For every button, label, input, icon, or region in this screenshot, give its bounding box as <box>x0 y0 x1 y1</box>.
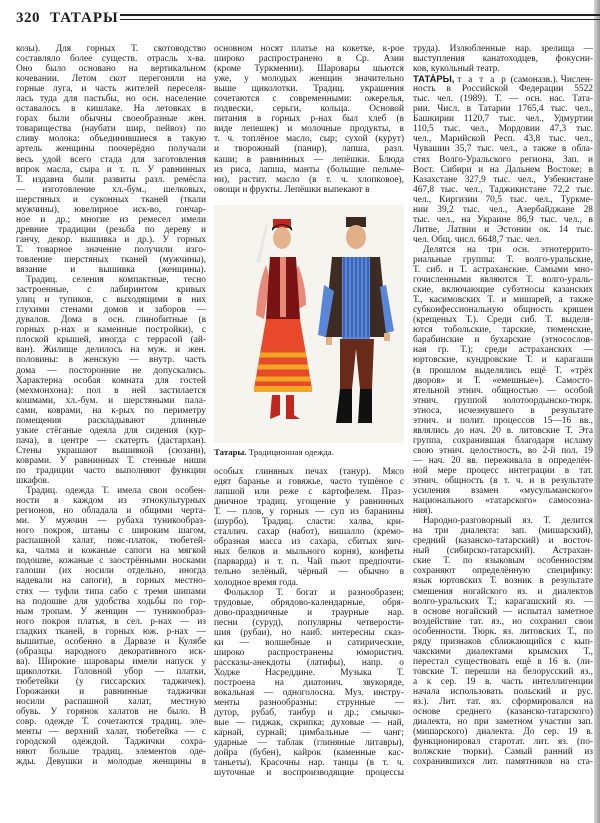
text-line: сталлич. сахар (набот), нишалло (кремо- <box>214 527 404 538</box>
text-line: широко распространено в Ср. Азии <box>214 54 404 65</box>
text-line: этнич. группой золотоордынско-тюрк. <box>413 395 593 406</box>
text-line: тюбетейки (у гиссарских таджичек). <box>16 676 206 687</box>
text-line: дово-праздничные и траурные нар. <box>214 607 404 618</box>
text-line: питания в горных р-нах был хлеб (в <box>214 114 404 125</box>
text-line: ван). Жилище делилось на муж. и жен. <box>16 345 206 356</box>
text-line: ка, чалма и кожаные сапоги на мягкой <box>16 546 206 557</box>
text-line: волжские тюрки). Самый ранний из <box>413 747 593 758</box>
text-line: (парварда) и т. п. Чай пьют предпочти- <box>214 557 404 568</box>
text-line: (кроме Туркмении). Шаровары шьются <box>214 64 404 75</box>
text-line: стях — туфли типа сабо с тремя шипами <box>16 586 206 597</box>
text-line: оставалось в кишлаке. На летовках в <box>16 104 206 115</box>
text-line: ков, кукольный театр. <box>413 64 500 75</box>
text-line: Народно-разговорный яз. Т. делится <box>423 516 593 527</box>
text-line: козы). Для горных Т. скотоводство <box>16 44 206 54</box>
column-middle-top <box>214 44 404 195</box>
text-line: т. ч. топлёное масло, сыр; сухой (курут) <box>214 134 404 145</box>
text-line: из риса, лапша, манты (большие пельме- <box>214 164 404 175</box>
text-line: тельно зелёный, чёрный — обычно в <box>214 567 404 578</box>
text-line: юртовские, кундровские Т. и карагаши <box>413 355 593 366</box>
column-left <box>16 44 206 767</box>
text-line: Делятся на три осн. этнотеррито- <box>423 244 593 255</box>
text-line: подошве, кожаные с заострёнными носками <box>16 556 206 567</box>
text-line: средний (казанско-татарский) и восточ- <box>413 536 593 547</box>
text-line: по традиции часто выполняют функции <box>16 465 206 476</box>
text-line: рассказы-анекдоты (латифы), напр. о <box>214 657 404 668</box>
text-line: ются тобольские, тарские, тюменские, <box>413 325 593 336</box>
text-line: вышитые, особенно в Дарвазе и Кулябе <box>16 636 206 647</box>
text-line: язык юртовских Т. возник в результате <box>413 576 593 587</box>
text-line: этнич. общность (в т. ч. и в результате <box>413 476 593 487</box>
figure-caption <box>214 447 334 457</box>
text-line: усиления взамен «мусульманского» <box>413 486 593 497</box>
text-line: перестал существовать ещё в 16 в. (ли- <box>413 656 593 667</box>
text-line: менты разнообразны: струнные — <box>214 698 404 709</box>
text-line: улиц и тупиков, с выходящими в них <box>16 295 206 306</box>
text-line: 110,5 тыс. чел., Мордовии 47,3 тыс. <box>413 124 593 135</box>
text-line: Характерна особая комната для гостей <box>16 375 206 386</box>
text-line: половины: в женскую — внутр. часть <box>16 355 206 366</box>
text-line: няют больше традиц. элементов оде- <box>16 747 206 758</box>
text-line: холодное время года. <box>214 577 299 588</box>
text-line: Традиц. одежда Т. имела свои особен- <box>26 486 206 497</box>
text-line: пача), в центре — скатерть (дастархан). <box>16 435 206 446</box>
text-line: свою этнич. целостность, во 2-й пол. 19 <box>413 445 593 456</box>
text-line: вязание и вышивка (женщины). <box>16 265 206 276</box>
text-line: — нач. 20 вв. переживала в определён- <box>413 455 593 466</box>
page-number: 320 <box>16 10 40 26</box>
text-line: гочисленными являются Т. волго-ураль- <box>413 275 593 286</box>
text-line: ки — волшебные и сатирические, <box>214 637 404 648</box>
text-line: товские Т. перешли на белорусский яз., <box>413 666 593 677</box>
text-line: на три диалекта: зап. (мишарский), <box>413 526 593 537</box>
text-line: носили распашной халат, местную <box>16 697 206 708</box>
text-line: Т. товарное значение получили изго- <box>16 244 206 255</box>
text-line: ная гр. Т.); среди астраханских — <box>413 345 593 356</box>
text-line: ной мере процесс интеграции в тат. <box>413 465 593 476</box>
text-line: виде лепешек) и молочные продукты, в <box>214 124 404 135</box>
text-line: гладких тканей, в горных юж. р-нах — <box>16 626 206 637</box>
text-line: в основе ногайский — испытал заметное <box>413 606 593 617</box>
text-line: ность в Российской Федерации 5522 <box>413 84 593 95</box>
text-line: ния). <box>413 506 433 517</box>
illustration-tatar-costume <box>214 205 404 443</box>
text-line: ряду признаков сближающийся с кып- <box>413 636 593 647</box>
text-line: Ходже Насреддине. Музыка Т. <box>214 667 404 678</box>
text-line: нии 39,2 тыс. чел., Азербайджане 28 <box>413 204 593 215</box>
text-line: дойра (бубен), кайрок (каменные кас- <box>214 748 404 759</box>
text-line: мужчины), ювелирное иск-во, гончар- <box>16 204 206 215</box>
text-line: узкие стёганые одеяла для сидения (кур- <box>16 425 206 436</box>
text-line: ми. У мужчин — рубаха туникообраз- <box>16 516 206 527</box>
text-line: шерстяных и суконных тканей (ткали <box>16 194 206 205</box>
text-line: весь удой всего стада для заготовления <box>16 154 206 165</box>
text-line: артель женщины поочерёдно получали <box>16 144 206 155</box>
text-line: Башкирии 1120,7 тыс. чел., Удмуртии <box>413 114 593 125</box>
text-line: Фольклор Т. богат и разнообразен; <box>224 587 404 598</box>
text-line: плоской крышей, иногда с террасой (ай- <box>16 335 206 346</box>
text-line: обувь. У горянок халатов не было. В <box>16 707 206 718</box>
text-line: ного покроя платья, в сел. р-нах — из <box>16 616 206 627</box>
entry-native-name: т а т а р <box>457 75 508 85</box>
text-line: выше щиколотки. Традиц. украшения <box>214 84 404 95</box>
text-line: ных белков и мыльного корня), конфеты <box>214 547 404 558</box>
text-line: помещения раскладывают длинные <box>16 415 206 426</box>
text-line: сохранившихся лит. памятников на ста- <box>413 757 593 768</box>
text-line: особенности. Тюрк. яз. литовских Т., по <box>413 626 593 637</box>
text-line: (в прошлом выделялись ещё Т. «трёх <box>413 365 593 376</box>
caption-text: Традиционная одежда. <box>246 447 334 457</box>
text-line: совр. одежде Т. сочетаются традиц. эле- <box>16 717 206 728</box>
text-line: глухими стенами домов и заборов — <box>16 305 206 316</box>
text-line: Вост. Сибири и на Дальнем Востоке; в <box>413 164 593 175</box>
text-line: этноса, исчезнувшего в результате <box>413 405 593 416</box>
text-line: горах были обычны своеобразные жен. <box>16 114 206 125</box>
text-line: ва). Широкие шаровары имели напуск у <box>16 656 206 667</box>
text-line: впрок масла, сыра и т. п. У равнинных <box>16 164 206 175</box>
text-line: составляло более существ. отрасль х-ва. <box>16 54 206 65</box>
text-line: шия (рубаи), но наиб. интересны сказ- <box>214 627 404 638</box>
text-line: кошмами, хл.-бум. и шерстяными пала- <box>16 395 206 406</box>
text-line: застроенные, с лабиринтом кривых <box>16 285 206 296</box>
text-line: кочевании. Летом скот перегоняли на <box>16 74 206 85</box>
text-line: барабинские и бухарские (этносослов- <box>413 335 593 346</box>
text-line: товарищества (наубати шир, пейвоз) по <box>16 124 206 135</box>
text-line: чакскими диалектами крымских Т., <box>413 646 593 657</box>
text-line: шкафов. <box>16 476 50 487</box>
text-line: лапшой или реже с картофелем. Праз- <box>214 487 404 498</box>
text-line: стях Волго-Уральского региона, Зап. и <box>413 154 593 165</box>
text-line: карнай, сурнай; цимбальные — чанг; <box>214 728 404 739</box>
text-line: жды. Девушки и молодые женщины в <box>16 757 206 768</box>
text-line: горные луга, и часть жителей переселя- <box>16 84 206 95</box>
text-line: менты — верхний халат, тюбетейка — с <box>16 727 206 738</box>
text-line: смешения ногайского яз. и диалектов <box>413 586 593 597</box>
text-line: Горожанки и равнинные таджички <box>16 687 206 697</box>
page-header <box>16 8 600 28</box>
text-line: чел., Марийской Респ. 43,8 тыс. чел., <box>413 134 593 145</box>
text-line: субконфессиональную общность кряшен <box>413 305 593 316</box>
header-rule <box>120 14 600 20</box>
text-line: основе среднего (казанско-татарского) <box>413 707 593 718</box>
text-line: Казахстане 327,9 тыс. чел., Узбекистане <box>413 174 593 185</box>
text-line: Т. сиб. и Т. астраханские. Самыми мно- <box>413 265 593 276</box>
text-line: особых глиняных печах (танур). Мясо <box>214 467 404 477</box>
text-line: ни), растит. масло (в т. ч. хлопковое), <box>214 174 404 185</box>
entry-first-line: (самоназв.). Числен- <box>507 75 593 85</box>
text-line: построена на диатонич. звукоряде, <box>214 677 404 688</box>
text-line: вые — гиджак, скрипка; духовые — най, <box>214 718 404 729</box>
text-line: на подошве для удобства ходьбы по гор- <box>16 596 206 607</box>
text-line: овощи и фрукты. Лепёшки выпекают в <box>214 184 370 195</box>
text-line: шуточные и воспроизводящие процессы <box>214 768 404 779</box>
text-line: чел., Киргизии 70,5 тыс. чел., Туркме- <box>413 194 593 205</box>
text-line: уже, у молодых женщин значительно <box>214 74 404 85</box>
text-line: ным тропам. У женщин — туникообраз- <box>16 606 206 617</box>
text-line: вокальная — одноголосна. Муз. инстру- <box>214 688 404 699</box>
text-line: Чувашии 35,7 тыс. чел., а также в обла- <box>413 144 593 155</box>
text-line: рии. Числ. в Татарии 1765,4 тыс. чел., <box>413 104 593 115</box>
entry-headword: ТАТА́РЫ, <box>413 74 455 85</box>
text-line: (мехмонхона): пол в ней застилается <box>16 385 206 396</box>
text-line: ские, включающие субэтносы казанских <box>413 285 593 296</box>
text-line: дничное традиц. угощение у равнинных <box>214 497 404 508</box>
text-line: древние традиции (резьба по дереву и <box>16 224 206 235</box>
text-line: горных р-нах и каменные постройки), с <box>16 325 206 336</box>
text-line: Традиц. селения компактные, тесно <box>26 275 206 286</box>
text-line: Т. издавна были развиты разл. ремёсла <box>16 174 206 185</box>
text-line: каши; в равнинных — лепёшки. Блюда <box>214 154 404 165</box>
text-line: галоши (их носили отдельно, иногда <box>16 566 206 577</box>
text-line: образная масса из сахара, сбитых яич- <box>214 537 404 548</box>
text-line: основном носят платье на кокетке, к-рое <box>214 44 404 54</box>
text-line: воздействие тат. яз., но сохранил свои <box>413 616 593 627</box>
text-line: Литве, Латвии и Эстонии ок. 14 тыс. <box>413 224 593 235</box>
text-line: — изготовление хл.-бум., шелковых, <box>16 184 206 195</box>
text-line: функционировал старотат. лит. яз. (по- <box>413 737 593 748</box>
text-line: яз.). Лит. тат. яз. сформировался на <box>413 697 593 708</box>
text-line <box>413 74 593 84</box>
text-line: Т. — плов, у горных — суп из баранины <box>214 507 404 518</box>
text-line: едят баранье и говяжье, часто тушёное с <box>214 477 404 488</box>
text-line: начала использовать польский и рус. <box>413 687 593 697</box>
text-line: сочетаются с современными: ожерелья, <box>214 94 404 105</box>
page-edge-shadow <box>594 0 600 823</box>
text-line: ности в каждом из этнокультурных <box>16 496 206 507</box>
text-line: сохраняют определённую специфику: <box>413 566 593 577</box>
text-line: сливу молока: объединившиеся в такую <box>16 134 206 145</box>
text-line: этнич. и полит. процессов 15—16 вв., <box>413 415 593 426</box>
text-line: щиколотки. Головной убор — платки, <box>16 666 206 677</box>
text-line: городской одеждой. Таджички сохра- <box>16 737 206 748</box>
text-line: ганчу, декор. вышивка и др.). У горных <box>16 234 206 245</box>
text-line: таньеты). Красочны нар. танцы (в т. ч. <box>214 758 404 769</box>
text-line: 467,8 тыс. чел., Таджикистане 72,2 тыс. <box>413 184 593 195</box>
text-line: тыс. чел. (1989). Т. — осн. нас. Тата- <box>413 94 593 105</box>
text-line: ного покроя, штаны с широким шагом, <box>16 526 206 537</box>
caption-label: Татары. <box>214 447 247 457</box>
text-line: песни (суруд), популярны четверости- <box>214 617 404 628</box>
text-line: национального «татарского» самосозна- <box>413 496 593 507</box>
running-title: ТАТАРЫ <box>50 10 119 26</box>
text-line: дувалов. Дома в осн. глинобитные (в <box>16 315 206 326</box>
text-line: трудовые, обрядово-календарные, обря- <box>214 597 404 608</box>
text-line: труда). Излюбленные нар. зрелища — <box>413 44 593 54</box>
text-line: дома — посторонние не допускались. <box>16 365 206 376</box>
text-line: сами, коврами, на к-рых по периметру <box>16 405 206 416</box>
text-line: ный (сибирско-татарский). Астрахан- <box>413 546 593 557</box>
text-line: дутор, рубаб, танбур и др.; смычко- <box>214 708 404 719</box>
text-line: дворов» и Т. «емешные»). Самосто- <box>413 375 593 386</box>
text-line: чел. Общ. числ. 6648,7 тыс. чел. <box>413 234 542 245</box>
text-line: коврами. У равнинных Т. стенные ниши <box>16 455 206 466</box>
text-line: риальные группы: Т. волго-уральские, <box>413 254 593 265</box>
text-line: товление шерстяных тканей (мужчины), <box>16 254 206 265</box>
text-line: группа, сохранившая благодаря исламу <box>413 435 593 446</box>
text-line: (шурбо). Традиц. сласти: халва, кри- <box>214 517 404 528</box>
text-line: (образцы народного декоративного иск- <box>16 646 206 657</box>
text-line: лась туда для пастьбы, но осн. население <box>16 94 206 105</box>
text-line: являлись до нач. 20 в. литовские Т. Эта <box>413 425 593 436</box>
text-line: ударные — таблак (глиняные литавры), <box>214 738 404 749</box>
text-line: волго-уральских Т.; карагашский яз. — <box>413 596 593 607</box>
text-line: и творожный (панир), лапша, разл. <box>214 144 404 155</box>
text-line: распашной халат, пояс-платок, тюбетей- <box>16 536 206 547</box>
text-line: Стены украшают вышивкой (сюзани), <box>16 445 206 456</box>
text-line: Т., касимовских Т. и мишарей, а также <box>413 295 593 306</box>
text-line: широко распространены юмористич. <box>214 647 404 658</box>
text-line: ное и др.; многие из ремесел имели <box>16 214 206 225</box>
text-line: а к сер. 19 в. часть интеллигенции <box>413 676 593 687</box>
text-line: диалекта, но при заметном участии зап. <box>413 717 593 728</box>
text-line: подвески, серьги, кольца. Основой <box>214 104 404 115</box>
text-line: регионов, но обладала и общими черта- <box>16 506 206 517</box>
text-line: ятельной этнич. общностью — особой <box>413 385 593 396</box>
text-line: (мишарского) диалекта. До сер. 19 в. <box>413 727 593 738</box>
column-middle-bottom <box>214 467 404 778</box>
text-line: Оно было основано на вертикальном <box>16 64 206 75</box>
text-line: надевали на сапоги), в горных местно- <box>16 576 206 587</box>
text-line: тыс. чел., на Украине 86,9 тыс. чел., в <box>413 214 593 225</box>
text-line: выступления канатоходцев, фокусни- <box>413 54 593 65</box>
text-line: (крещеных Т.). Среди сиб. Т. выделя- <box>413 315 593 326</box>
column-right <box>413 44 593 767</box>
text-line: ские Т. по языковым особенностям <box>413 556 593 567</box>
